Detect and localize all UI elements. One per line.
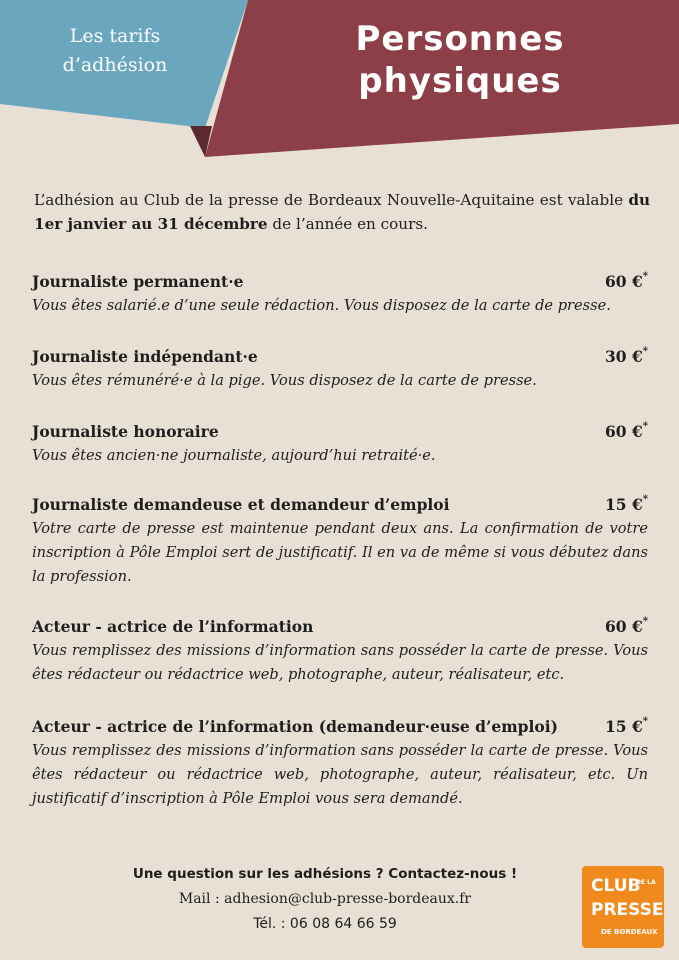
intro-paragraph	[34, 188, 650, 236]
title-line-2: physiques	[358, 61, 562, 101]
tariff-description: Votre carte de presse est maintenue pendant deux ans. La confirmation de votre inscription à Pôle Emploi sert de justificatif. Il en va de même si vous débutez dans la profession.	[32, 520, 648, 586]
page-title	[300, 18, 620, 102]
tariff-name: Acteur - actrice de l’information (demandeur·euse d’emploi)	[32, 717, 558, 737]
contact-footer	[60, 862, 590, 937]
tag-line-2: d’adhésion	[62, 54, 168, 76]
tariff-name: Journaliste indépendant·e	[32, 347, 258, 367]
tariff-price: 30 €*	[605, 346, 648, 367]
intro-text-2: de l’année en cours.	[267, 215, 428, 233]
logo-word-presse: PRESSE	[591, 900, 664, 920]
tariff-description: Vous êtes rémunéré·e à la pige. Vous disposez de la carte de presse.	[32, 372, 537, 390]
tariff-price: 60 €*	[605, 421, 648, 442]
tariff-name: Journaliste honoraire	[32, 422, 219, 442]
club-presse-logo	[582, 866, 664, 948]
tariff-item	[32, 267, 648, 318]
tariff-item	[32, 417, 648, 468]
tariff-price: 60 €*	[605, 616, 648, 637]
title-line-1: Personnes	[355, 19, 565, 59]
tag-line-1: Les tarifs	[69, 25, 161, 47]
tariff-item	[32, 342, 648, 393]
header-banner	[0, 0, 679, 160]
contact-mail[interactable]: Mail : adhesion@club-presse-bordeaux.fr	[178, 891, 472, 907]
tariff-price: 60 €*	[605, 271, 648, 292]
contact-question: Une question sur les adhésions ? Contactez-nous !	[132, 866, 518, 882]
tariff-item	[32, 712, 648, 811]
tariff-price: 15 €*	[605, 494, 648, 515]
tariff-item	[32, 612, 648, 687]
tariff-description: Vous êtes salarié.e d’une seule rédaction. Vous disposez de la carte de presse.	[32, 297, 611, 315]
tariff-name: Journaliste demandeuse et demandeur d’emploi	[32, 495, 450, 515]
tarifs-tag	[20, 22, 210, 80]
intro-bold-dates: du 1er janvier au 31 décembre	[34, 191, 650, 233]
intro-text-1: L’adhésion au Club de la presse de Bordeaux Nouvelle-Aquitaine est valable	[34, 191, 629, 209]
tariff-name: Journaliste permanent·e	[32, 272, 244, 292]
tariff-price: 15 €*	[605, 716, 648, 737]
tariff-description: Vous êtes ancien·ne journaliste, aujourd’hui retraité·e.	[32, 447, 436, 465]
logo-small-de-bordeaux: DE BORDEAUX	[601, 928, 658, 936]
logo-small-de-la: DE LA	[636, 879, 656, 886]
tariff-description: Vous remplissez des missions d’information sans posséder la carte de presse. Vous êtes rédacteur ou rédactrice web, photographe, auteur, réalisateur, etc.	[32, 642, 648, 684]
logo-word-club: CLUB	[591, 876, 641, 896]
tariff-description: Vous remplissez des missions d’information sans posséder la carte de presse. Vous êtes rédacteur ou rédactrice web, photographe, auteur, réalisateur, etc. Un justificatif d’inscription à Pôle Emploi vous sera demandé.	[32, 742, 648, 808]
contact-phone[interactable]: Tél. : 06 08 64 66 59	[253, 916, 397, 932]
tariff-name: Acteur - actrice de l’information	[32, 617, 314, 637]
tariff-item	[32, 490, 648, 589]
